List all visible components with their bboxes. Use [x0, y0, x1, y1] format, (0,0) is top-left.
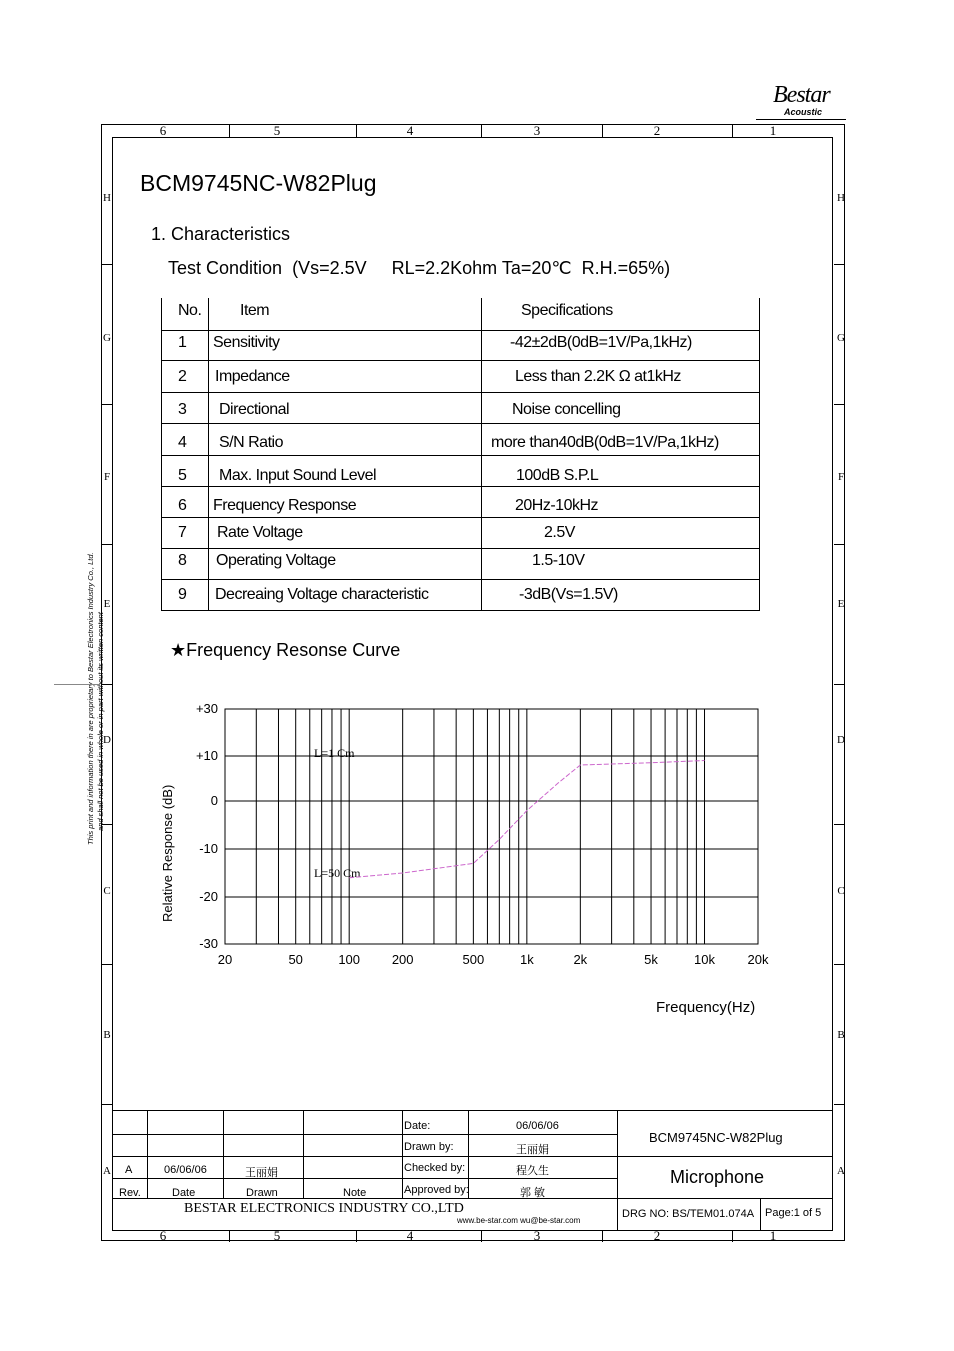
zone-letter: D	[103, 734, 111, 746]
zone-letter: F	[103, 471, 111, 483]
chart-x-tick-label: 100	[338, 952, 361, 967]
spec-row-no: 8	[178, 552, 187, 569]
chart-x-tick-label: 5k	[644, 952, 658, 967]
page-number: Page:1 of 5	[765, 1207, 822, 1219]
zone-tick	[732, 1230, 733, 1242]
zone-tick	[834, 544, 845, 545]
spec-row-no: 4	[178, 434, 187, 451]
zone-letter: D	[837, 734, 845, 746]
chart-y-tick-label: -10	[199, 841, 218, 856]
rev-date-value: 06/06/06	[164, 1164, 207, 1176]
spec-table	[161, 298, 759, 611]
title-block-line	[617, 1110, 618, 1231]
spec-row-item: Max. Input Sound Level	[219, 467, 377, 484]
chart-annotation: L=1 Cm	[314, 746, 355, 760]
title-block-line	[147, 1110, 148, 1198]
chart-annotation: L=50 Cm	[314, 866, 361, 880]
title-block-line	[112, 1156, 833, 1157]
zone-number-top: 6	[159, 123, 167, 138]
date-value: 06/06/06	[516, 1120, 559, 1132]
zone-tick	[602, 1230, 603, 1242]
spec-table-row-line	[161, 423, 759, 424]
approved-by-label: Approved by:	[404, 1184, 469, 1196]
zone-letter: C	[103, 885, 111, 897]
zone-tick	[101, 1104, 112, 1105]
spec-row-no: 7	[178, 524, 187, 541]
chart-y-tick-label: +10	[195, 748, 218, 763]
zone-tick	[229, 125, 230, 137]
spec-row-item: Impedance	[215, 368, 290, 385]
zone-tick	[834, 264, 845, 265]
header-no: No.	[178, 302, 202, 319]
zone-tick	[481, 125, 482, 137]
spec-table-row-line	[161, 579, 759, 580]
rev-drawn-value: 王丽娟	[245, 1167, 278, 1179]
spec-row-no: 6	[178, 497, 187, 514]
title-block-line	[303, 1110, 304, 1198]
zone-tick	[834, 1104, 845, 1105]
spec-row-spec: more than40dB(0dB=1V/Pa,1kHz)	[491, 434, 719, 451]
zone-tick	[602, 125, 603, 137]
header-item: Item	[240, 302, 270, 319]
zone-letter: A	[837, 1165, 845, 1177]
chart-x-tick-label: 10k	[694, 952, 716, 967]
spec-row-item: Directional	[219, 401, 290, 418]
title-block-line	[112, 1134, 617, 1135]
rev-value: A	[125, 1164, 133, 1176]
spec-row-spec: -42±2dB(0dB=1V/Pa,1kHz)	[510, 334, 692, 351]
spec-table-row-line	[161, 360, 759, 361]
spec-row-no: 2	[178, 368, 187, 385]
chart-x-tick-label: 500	[462, 952, 485, 967]
zone-number-bottom: 3	[533, 1228, 541, 1243]
zone-number-top: 2	[653, 123, 661, 138]
spec-table-row-line	[161, 548, 759, 549]
part-name: Microphone	[670, 1167, 765, 1187]
proprietary-note	[86, 552, 106, 845]
part-number: BCM9745NC-W82Plug	[649, 1130, 783, 1145]
date-label: Date:	[404, 1120, 431, 1132]
test-condition: Test Condition (Vs=2.5V RL=2.2Kohm Ta=20℃ R.H.=65%)	[168, 258, 671, 278]
spec-row-spec: 1.5-10V	[532, 552, 585, 569]
date-header: Date	[172, 1187, 196, 1199]
approved-by-value: 郭 敏	[520, 1187, 546, 1199]
spec-row-no: 5	[178, 467, 187, 484]
title-block	[112, 1110, 833, 1231]
zone-tick	[101, 964, 112, 965]
zone-number-bottom: 4	[406, 1228, 414, 1243]
curve-title: ★Frequency Resonse Curve	[170, 640, 401, 660]
proprietary-note-line2: and shall not be used in whole or in part without its written content	[96, 612, 105, 831]
zone-tick	[834, 684, 845, 685]
zone-tick	[732, 125, 733, 137]
zone-tick	[356, 1230, 357, 1242]
spec-row-no: 3	[178, 401, 187, 418]
zone-tick	[356, 125, 357, 137]
chart-y-tick-label: +30	[195, 701, 218, 716]
spec-row-spec: 100dB S.P.L	[516, 467, 599, 484]
rev-header: Rev.	[119, 1187, 141, 1199]
chart-x-tick-label: 50	[288, 952, 303, 967]
spec-row-spec: -3dB(Vs=1.5V)	[519, 586, 618, 603]
chart-y-tick-label: -20	[199, 889, 218, 904]
chart-x-tick-label: 200	[391, 952, 414, 967]
zone-letter: G	[837, 332, 845, 344]
zone-tick	[101, 264, 112, 265]
chart-x-tick-label: 20k	[747, 952, 769, 967]
zone-letter: H	[837, 192, 845, 204]
chart-x-axis-label: Frequency(Hz)	[656, 999, 756, 1016]
title-block-line	[402, 1110, 403, 1198]
spec-row-spec: 20Hz-10kHz	[515, 497, 599, 514]
drawn-header: Drawn	[246, 1187, 278, 1199]
spec-table-row-line	[161, 486, 759, 487]
header-specifications: Specifications	[521, 302, 613, 319]
spec-row-no: 1	[178, 334, 187, 351]
zone-letter: C	[837, 885, 845, 897]
brand-logo: Bestar	[773, 82, 830, 108]
title-block-line	[112, 1110, 833, 1111]
spec-row-item: Frequency Response	[213, 497, 357, 514]
chart-x-tick-label: 20	[217, 952, 233, 967]
zone-number-top: 3	[533, 123, 541, 138]
spec-row-item: Decreaing Voltage characteristic	[215, 586, 429, 603]
spec-row-item: Sensitivity	[213, 334, 280, 351]
zone-tick	[481, 1230, 482, 1242]
spec-table-row-line	[161, 517, 759, 518]
zone-tick	[834, 824, 845, 825]
proprietary-note-line1: This print and information there in are proprietary to Bestar Electronics Industry Co., Ltd.	[86, 552, 95, 845]
zone-letter: G	[103, 332, 111, 344]
zone-letter: B	[837, 1029, 845, 1041]
section-heading: 1. Characteristics	[151, 224, 291, 244]
checked-by-label: Checked by:	[404, 1162, 466, 1174]
spec-table-row-line	[161, 392, 759, 393]
chart-y-tick-label: -30	[199, 936, 218, 951]
company-contact: www.be-star.com wu@be-star.com	[457, 1216, 581, 1225]
title-block-line	[760, 1198, 761, 1231]
checked-by-value: 程久生	[516, 1165, 549, 1177]
zone-number-top: 1	[769, 123, 777, 138]
zone-tick	[834, 964, 845, 965]
zone-number-top: 4	[406, 123, 414, 138]
drawn-by-value: 王丽娟	[516, 1144, 549, 1156]
zone-number-bottom: 1	[769, 1228, 777, 1243]
spec-row-item: Rate Voltage	[217, 524, 303, 541]
chart-x-tick-label: 1k	[519, 952, 534, 967]
title-block-line	[112, 1178, 617, 1179]
spec-row-spec: Less than 2.2K Ω at1kHz	[515, 368, 681, 385]
spec-row-item: S/N Ratio	[219, 434, 283, 451]
zone-number-bottom: 2	[653, 1228, 661, 1243]
brand-logo-sub: Acoustic	[784, 107, 823, 117]
note-header: Note	[343, 1187, 367, 1199]
zone-tick	[834, 404, 845, 405]
zone-tick	[101, 544, 112, 545]
chart-y-tick-label: 0	[210, 793, 218, 808]
zone-letter: B	[103, 1029, 111, 1041]
side-mark	[54, 684, 100, 685]
zone-letter: A	[103, 1165, 111, 1177]
logo-underline	[756, 119, 846, 120]
zone-number-bottom: 6	[159, 1228, 167, 1243]
title-block-line	[112, 1198, 833, 1199]
zone-tick	[229, 1230, 230, 1242]
chart-y-axis-label: Relative Response (dB)	[160, 784, 175, 922]
spec-table-row-line	[161, 455, 759, 456]
zone-letter: H	[103, 192, 111, 204]
spec-table-row-line	[161, 330, 759, 331]
drg-number: DRG NO: BS/TEM01.074A	[622, 1208, 755, 1220]
zone-letter: F	[837, 471, 845, 483]
spec-row-spec: 2.5V	[544, 524, 575, 541]
spec-row-spec: Noise concelling	[512, 401, 621, 418]
zone-number-top: 5	[273, 123, 281, 138]
zone-letter: E	[837, 598, 845, 610]
zone-tick	[101, 404, 112, 405]
zone-number-bottom: 5	[273, 1228, 281, 1243]
chart-x-tick-label: 2k	[573, 952, 588, 967]
company-name: BESTAR ELECTRONICS INDUSTRY CO.,LTD	[184, 1201, 464, 1216]
spec-row-no: 9	[178, 586, 187, 603]
zone-letter: E	[103, 598, 111, 610]
title-block-line	[223, 1110, 224, 1198]
document-title: BCM9745NC-W82Plug	[140, 170, 377, 196]
drawn-by-label: Drawn by:	[404, 1141, 454, 1153]
spec-row-item: Operating Voltage	[216, 552, 336, 569]
